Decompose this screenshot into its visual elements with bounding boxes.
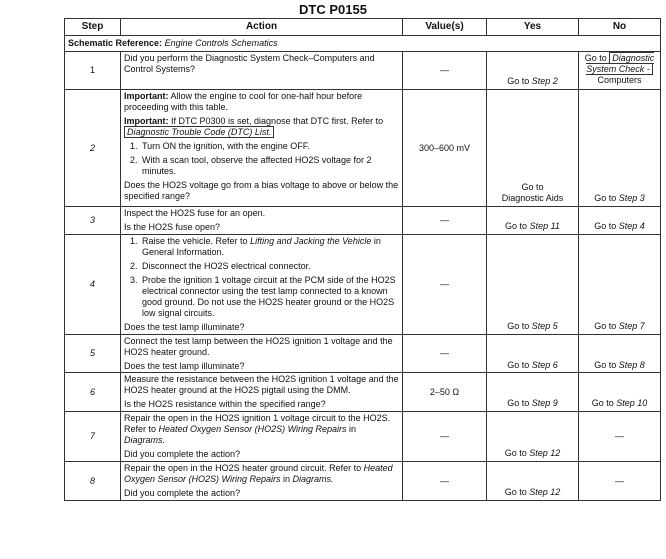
action-cell: Connect the test lamp between the HO2S ignition 1 voltage and the HO2S heater ground. Does the test lamp illuminate? xyxy=(121,334,403,373)
header-step: Step xyxy=(65,19,121,36)
yes-cell xyxy=(487,52,579,90)
diagrams-link[interactable]: Diagrams. xyxy=(124,435,166,446)
action-question: Is the HO2S resistance within the specified range? xyxy=(124,399,326,410)
action-question: Did you complete the action? xyxy=(124,449,241,460)
page-title: DTC P0155 xyxy=(299,2,367,17)
no-step-link[interactable]: Step 10 xyxy=(616,398,648,409)
action-cell: Inspect the HO2S fuse for an open. Is the HO2S fuse open? xyxy=(121,206,403,234)
no-step-link[interactable]: Step 8 xyxy=(618,359,645,370)
list-item: 2. Disconnect the HO2S electrical connector. xyxy=(140,261,399,272)
header-yes: Yes xyxy=(487,19,579,36)
table-row xyxy=(65,206,661,234)
action-cell: Measure the resistance between the HO2S ignition 1 voltage and the HO2S heater ground at the HO2S pigtail using the DMM. Is the HO2S resistance within the specified range? xyxy=(121,373,403,412)
no-step-link[interactable]: Step 3 xyxy=(618,192,645,203)
yes-step-link[interactable]: Step 2 xyxy=(531,76,558,87)
action-cell: Repair the open in the HO2S ignition 1 voltage circuit to the HO2S. Refer to Heated Oxygen Sensor (HO2S) Wiring Repairs in Diagrams. Did you complete the action? xyxy=(121,412,403,462)
action-question: Does the test lamp illuminate? xyxy=(124,321,245,332)
action-text: Did you perform the Diagnostic System Check–Computers and Control Systems? xyxy=(124,53,375,75)
schematic-row xyxy=(65,36,661,52)
important-label: Important: xyxy=(124,91,169,102)
action-question: Did you complete the action? xyxy=(124,488,241,499)
no-cell: Go to Step 8 xyxy=(579,334,661,373)
value-cell: — xyxy=(403,206,487,234)
header-row xyxy=(65,19,661,36)
no-suffix: Computers xyxy=(597,75,642,86)
value-cell: 300–600 mV xyxy=(403,90,487,207)
table-row xyxy=(65,373,661,412)
no-cell: — xyxy=(579,462,661,501)
diagrams-link[interactable]: Diagrams. xyxy=(292,474,334,485)
yes-step-link[interactable]: Step 5 xyxy=(531,320,558,331)
step-number: 1 xyxy=(65,52,121,90)
yes-cell: Go to Diagnostic Aids xyxy=(487,90,579,207)
list-item: 2. With a scan tool, observe the affected HO2S voltage for 2 minutes. xyxy=(140,155,399,177)
table-row xyxy=(65,334,661,373)
no-cell: Go to Step 3 xyxy=(579,90,661,207)
yes-cell: Go to Step 11 xyxy=(487,206,579,234)
no-cell xyxy=(579,52,661,90)
list-item: 1. Raise the vehicle. Refer to Lifting and Jacking the Vehicle in General Information. xyxy=(140,236,399,258)
no-cell: Go to Step 10 xyxy=(579,373,661,412)
table-row xyxy=(65,462,661,501)
schematic-label: Schematic Reference: xyxy=(68,38,163,49)
yes-step-link[interactable]: Step 12 xyxy=(529,487,561,498)
action-question: Does the HO2S voltage go from a bias voltage to above or below the specified range? xyxy=(124,179,399,201)
yes-cell: Go to Step 12 xyxy=(487,462,579,501)
yes-cell: Go to Step 5 xyxy=(487,234,579,334)
action-question: Does the test lamp illuminate? xyxy=(124,360,245,371)
no-step-link[interactable]: Diagnostic System Check - xyxy=(586,53,655,75)
no-prefix: Go to xyxy=(584,53,607,64)
step-number: 5 xyxy=(65,334,121,373)
table-row xyxy=(65,234,661,334)
yes-cell: Go to Step 9 xyxy=(487,373,579,412)
value-cell: — xyxy=(403,234,487,334)
yes-step-link[interactable]: Step 11 xyxy=(529,220,560,231)
yes-step-link[interactable]: Step 6 xyxy=(531,359,558,370)
no-step-link[interactable]: Step 7 xyxy=(618,320,645,331)
table-row xyxy=(65,52,661,90)
diagnostic-aids-link[interactable]: Diagnostic Aids xyxy=(501,192,564,203)
action-cell xyxy=(121,234,403,334)
table-row xyxy=(65,90,661,207)
action-question: Is the HO2S fuse open? xyxy=(124,221,221,232)
value-cell: — xyxy=(403,52,487,90)
step-number: 8 xyxy=(65,462,121,501)
important-label: Important: xyxy=(124,116,169,127)
step-number: 2 xyxy=(65,90,121,207)
step-number: 7 xyxy=(65,412,121,462)
wiring-repairs-link[interactable]: Heated Oxygen Sensor (HO2S) Wiring Repairs xyxy=(124,463,393,485)
yes-step-link[interactable]: Step 12 xyxy=(529,448,561,459)
yes-cell: Go to Step 12 xyxy=(487,412,579,462)
action-cell: Repair the open in the HO2S heater ground circuit. Refer to Heated Oxygen Sensor (HO2S) Wiring Repairs in Diagrams. Did you complete the action? xyxy=(121,462,403,501)
no-cell: Go to Step 7 xyxy=(579,234,661,334)
no-cell: — xyxy=(579,412,661,462)
header-action: Action xyxy=(121,19,403,36)
list-item: 1. Turn ON the ignition, with the engine OFF. xyxy=(140,141,399,152)
list-item: 3. Probe the ignition 1 voltage circuit at the PCM side of the HO2S electrical connector using the test lamp connected to a known good ground. Do not use the HO2S heater ground or the HO2S low signal circuits. xyxy=(140,275,399,319)
yes-cell: Go to Step 6 xyxy=(487,334,579,373)
step-number: 4 xyxy=(65,234,121,334)
yes-step-link[interactable]: Step 9 xyxy=(531,398,558,409)
step-number: 3 xyxy=(65,206,121,234)
no-step-link[interactable]: Step 4 xyxy=(618,220,645,231)
value-cell: 2–50 Ω xyxy=(403,373,487,412)
header-no: No xyxy=(579,19,661,36)
action-cell: Important: Allow the engine to cool for one-half hour before proceeding with this table. Important: If DTC P0300 is set, diagnose that DTC first. Refer to Diagnostic Trouble Code (DTC) List. 1. Turn ON the ignition, with the engine OFF. 2. With a scan tool, observe the affected HO2S voltage for 2 minutes. Does the HO2S voltage go from a bias voltage to above or below the specified range? xyxy=(121,90,403,207)
wiring-repairs-link[interactable]: Heated Oxygen Sensor (HO2S) Wiring Repairs xyxy=(158,424,347,435)
schematic-link[interactable]: Engine Controls Schematics xyxy=(164,38,278,49)
dtc-list-link[interactable]: Diagnostic Trouble Code (DTC) List. xyxy=(124,126,274,138)
step-number: 6 xyxy=(65,373,121,412)
yes-prefix: Go to xyxy=(507,76,530,87)
value-cell: — xyxy=(403,462,487,501)
action-cell xyxy=(121,52,403,90)
value-cell: — xyxy=(403,412,487,462)
no-cell: Go to Step 4 xyxy=(579,206,661,234)
lifting-jacking-link[interactable]: Lifting and Jacking the Vehicle xyxy=(250,235,372,246)
table-row xyxy=(65,412,661,462)
header-values: Value(s) xyxy=(403,19,487,36)
diagnostic-table xyxy=(64,18,661,501)
value-cell: — xyxy=(403,334,487,373)
